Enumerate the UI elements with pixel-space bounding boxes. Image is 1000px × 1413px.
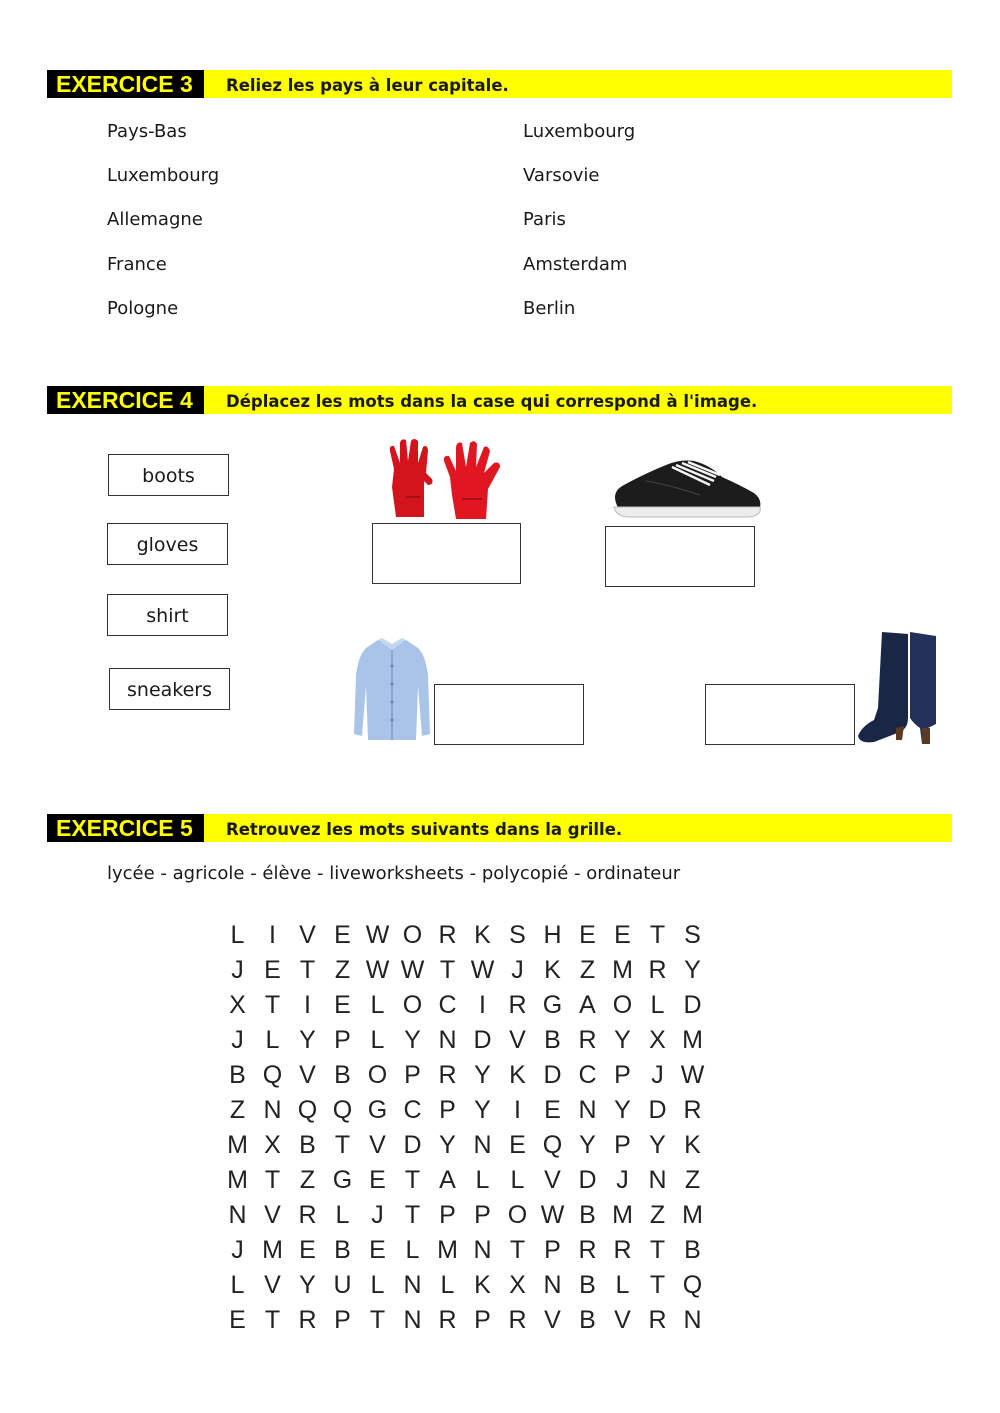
grid-cell[interactable]: K: [544, 956, 561, 984]
country-item[interactable]: Luxembourg: [107, 165, 220, 186]
grid-cell[interactable]: P: [404, 1061, 421, 1089]
grid-cell[interactable]: Y: [684, 956, 701, 984]
grid-cell[interactable]: Y: [649, 1131, 666, 1159]
word-boots[interactable]: boots: [108, 454, 229, 496]
grid-cell[interactable]: P: [439, 1201, 456, 1229]
capital-item[interactable]: Luxembourg: [523, 121, 636, 142]
grid-cell[interactable]: G: [542, 991, 563, 1019]
country-item[interactable]: France: [107, 254, 167, 275]
grid-cell[interactable]: N: [403, 1271, 422, 1299]
grid-cell[interactable]: C: [403, 1096, 422, 1124]
grid-cell[interactable]: P: [334, 1306, 351, 1334]
grid-cell[interactable]: R: [508, 1306, 527, 1334]
grid-cell[interactable]: T: [299, 956, 316, 984]
grid-cell[interactable]: L: [230, 921, 245, 949]
grid-cell[interactable]: K: [684, 1131, 701, 1159]
grid-cell[interactable]: X: [649, 1026, 666, 1054]
grid-cell[interactable]: J: [511, 956, 524, 984]
grid-cell[interactable]: D: [683, 991, 702, 1019]
grid-cell[interactable]: J: [371, 1201, 384, 1229]
grid-cell[interactable]: A: [439, 1166, 456, 1194]
exercise-5-tag: EXERCICE 5: [47, 814, 204, 842]
exercise-4-tag: EXERCICE 4: [47, 386, 204, 414]
grid-cell[interactable]: T: [264, 1306, 281, 1334]
grid-cell[interactable]: O: [367, 1061, 388, 1089]
grid-cell[interactable]: E: [544, 1096, 561, 1124]
capital-item[interactable]: Varsovie: [523, 165, 600, 186]
grid-cell[interactable]: Z: [649, 1201, 666, 1229]
grid-cell[interactable]: O: [612, 991, 633, 1019]
exercise-5-banner: [47, 814, 952, 842]
grid-cell[interactable]: P: [439, 1096, 456, 1124]
grid-cell[interactable]: W: [680, 1061, 705, 1089]
grid-cell[interactable]: K: [474, 1271, 491, 1299]
grid-cell[interactable]: N: [403, 1306, 422, 1334]
grid-cell[interactable]: N: [648, 1166, 667, 1194]
grid-cell[interactable]: B: [299, 1131, 316, 1159]
grid-cell[interactable]: E: [229, 1306, 246, 1334]
grid-cell[interactable]: J: [231, 1236, 244, 1264]
grid-row: [220, 1023, 710, 1058]
drop-box-gloves[interactable]: [372, 523, 521, 584]
grid-cell[interactable]: E: [579, 921, 596, 949]
exercise-3-banner: [47, 70, 952, 98]
grid-cell[interactable]: X: [264, 1131, 281, 1159]
grid-cell[interactable]: E: [334, 991, 351, 1019]
grid-cell[interactable]: L: [370, 1271, 385, 1299]
gloves-picture: [386, 437, 510, 521]
grid-cell[interactable]: W: [365, 956, 390, 984]
country-item[interactable]: Allemagne: [107, 209, 203, 230]
grid-cell[interactable]: M: [682, 1201, 703, 1229]
grid-cell[interactable]: B: [579, 1306, 596, 1334]
grid-cell[interactable]: W: [470, 956, 495, 984]
grid-cell[interactable]: G: [367, 1096, 388, 1124]
grid-cell[interactable]: T: [649, 1271, 666, 1299]
grid-cell[interactable]: L: [475, 1166, 490, 1194]
grid-cell[interactable]: T: [334, 1131, 351, 1159]
grid-cell[interactable]: B: [229, 1061, 246, 1089]
grid-cell[interactable]: T: [369, 1306, 386, 1334]
grid-cell[interactable]: Y: [404, 1026, 421, 1054]
grid-cell[interactable]: V: [299, 921, 316, 949]
grid-cell[interactable]: T: [649, 921, 666, 949]
grid-cell[interactable]: P: [334, 1026, 351, 1054]
grid-cell[interactable]: O: [402, 991, 423, 1019]
exercise-3-instruction: Reliez les pays à leur capitale.: [226, 76, 509, 95]
grid-cell[interactable]: P: [474, 1306, 491, 1334]
grid-cell[interactable]: B: [684, 1236, 701, 1264]
grid-cell[interactable]: E: [264, 956, 281, 984]
grid-cell[interactable]: O: [402, 921, 423, 949]
grid-cell[interactable]: D: [403, 1131, 422, 1159]
grid-cell[interactable]: M: [227, 1166, 248, 1194]
grid-cell[interactable]: E: [334, 921, 351, 949]
grid-cell[interactable]: V: [299, 1061, 316, 1089]
grid-cell[interactable]: Y: [614, 1026, 631, 1054]
grid-cell[interactable]: K: [509, 1061, 526, 1089]
grid-cell[interactable]: Z: [684, 1166, 701, 1194]
grid-cell[interactable]: R: [508, 991, 527, 1019]
grid-cell[interactable]: S: [684, 921, 701, 949]
grid-cell[interactable]: R: [648, 956, 667, 984]
grid-cell[interactable]: M: [227, 1131, 248, 1159]
grid-cell[interactable]: R: [683, 1096, 702, 1124]
grid-cell[interactable]: Z: [579, 956, 596, 984]
grid-row: [220, 1093, 710, 1128]
grid-cell[interactable]: R: [613, 1236, 632, 1264]
grid-cell[interactable]: V: [264, 1201, 281, 1229]
grid-row: [220, 918, 710, 953]
grid-row: [220, 1128, 710, 1163]
grid-cell[interactable]: L: [265, 1026, 280, 1054]
grid-cell[interactable]: Y: [299, 1026, 316, 1054]
exercise-4-instruction: Déplacez les mots dans la case qui correspond à l'image.: [226, 392, 758, 411]
grid-cell[interactable]: J: [231, 1026, 244, 1054]
word-search-list: lycée - agricole - élève - liveworksheets - polycopié - ordinateur: [107, 863, 681, 884]
grid-cell[interactable]: X: [509, 1271, 526, 1299]
grid-cell[interactable]: N: [683, 1306, 702, 1334]
grid-cell[interactable]: P: [614, 1061, 631, 1089]
grid-cell[interactable]: Y: [614, 1096, 631, 1124]
grid-cell[interactable]: I: [479, 991, 486, 1019]
word-shirt[interactable]: shirt: [107, 594, 228, 636]
grid-cell[interactable]: D: [578, 1166, 597, 1194]
grid-cell[interactable]: W: [540, 1201, 565, 1229]
grid-cell[interactable]: J: [616, 1166, 629, 1194]
grid-cell[interactable]: I: [269, 921, 276, 949]
grid-row: [220, 1268, 710, 1303]
sneakers-picture: [610, 455, 766, 521]
grid-cell[interactable]: X: [229, 991, 246, 1019]
grid-cell[interactable]: R: [578, 1026, 597, 1054]
grid-cell[interactable]: R: [438, 1306, 457, 1334]
drop-box-sneakers[interactable]: [605, 526, 755, 587]
grid-cell[interactable]: C: [438, 991, 457, 1019]
drop-box-boots[interactable]: [705, 684, 855, 745]
grid-cell[interactable]: L: [370, 991, 385, 1019]
grid-cell[interactable]: P: [614, 1131, 631, 1159]
grid-cell[interactable]: V: [509, 1026, 526, 1054]
grid-cell[interactable]: M: [612, 1201, 633, 1229]
grid-cell[interactable]: J: [231, 956, 244, 984]
word-search-grid[interactable]: [220, 918, 710, 1338]
grid-cell[interactable]: H: [543, 921, 562, 949]
grid-cell[interactable]: W: [400, 956, 425, 984]
grid-cell[interactable]: M: [437, 1236, 458, 1264]
grid-cell[interactable]: P: [544, 1236, 561, 1264]
grid-cell[interactable]: L: [615, 1271, 630, 1299]
grid-cell[interactable]: C: [578, 1061, 597, 1089]
grid-cell[interactable]: Y: [474, 1096, 491, 1124]
grid-cell[interactable]: N: [578, 1096, 597, 1124]
grid-row: [220, 953, 710, 988]
grid-cell[interactable]: B: [579, 1201, 596, 1229]
grid-cell[interactable]: R: [438, 921, 457, 949]
grid-cell[interactable]: Q: [542, 1131, 563, 1159]
grid-cell[interactable]: A: [579, 991, 596, 1019]
grid-cell[interactable]: P: [474, 1201, 491, 1229]
capital-item[interactable]: Berlin: [523, 298, 576, 319]
grid-cell[interactable]: B: [334, 1061, 351, 1089]
grid-cell[interactable]: Y: [439, 1131, 456, 1159]
grid-cell[interactable]: V: [544, 1306, 561, 1334]
shirt-picture: [352, 636, 432, 744]
capital-item[interactable]: Paris: [523, 209, 566, 230]
grid-cell[interactable]: T: [439, 956, 456, 984]
drop-box-shirt[interactable]: [434, 684, 584, 745]
grid-cell[interactable]: L: [650, 991, 665, 1019]
grid-cell[interactable]: I: [304, 991, 311, 1019]
grid-cell[interactable]: Q: [297, 1096, 318, 1124]
grid-cell[interactable]: T: [509, 1236, 526, 1264]
grid-cell[interactable]: E: [369, 1236, 386, 1264]
grid-cell[interactable]: Y: [579, 1131, 596, 1159]
grid-cell[interactable]: R: [438, 1061, 457, 1089]
grid-cell[interactable]: N: [543, 1271, 562, 1299]
grid-cell[interactable]: Z: [334, 956, 351, 984]
grid-cell[interactable]: K: [474, 921, 491, 949]
grid-cell[interactable]: N: [228, 1201, 247, 1229]
grid-cell[interactable]: B: [544, 1026, 561, 1054]
grid-cell[interactable]: V: [369, 1131, 386, 1159]
grid-cell[interactable]: Z: [229, 1096, 246, 1124]
grid-cell[interactable]: Q: [682, 1271, 703, 1299]
grid-cell[interactable]: T: [264, 1166, 281, 1194]
grid-cell[interactable]: I: [514, 1096, 521, 1124]
grid-cell[interactable]: E: [369, 1166, 386, 1194]
grid-cell[interactable]: V: [614, 1306, 631, 1334]
grid-cell[interactable]: R: [298, 1201, 317, 1229]
grid-cell[interactable]: L: [335, 1201, 350, 1229]
exercise-3-tag: EXERCICE 3: [47, 70, 204, 98]
grid-cell[interactable]: Q: [262, 1061, 283, 1089]
grid-cell[interactable]: N: [263, 1096, 282, 1124]
grid-cell[interactable]: N: [473, 1236, 492, 1264]
grid-cell[interactable]: N: [473, 1131, 492, 1159]
grid-cell[interactable]: S: [509, 921, 526, 949]
grid-cell[interactable]: J: [651, 1061, 664, 1089]
grid-cell[interactable]: L: [370, 1026, 385, 1054]
grid-cell[interactable]: M: [612, 956, 633, 984]
grid-row: [220, 1058, 710, 1093]
grid-row: [220, 1303, 710, 1338]
grid-cell[interactable]: E: [614, 921, 631, 949]
exercise-5-instruction: Retrouvez les mots suivants dans la grille.: [226, 820, 623, 839]
grid-row: [220, 1163, 710, 1198]
grid-cell[interactable]: B: [334, 1236, 351, 1264]
grid-cell[interactable]: Y: [299, 1271, 316, 1299]
grid-cell[interactable]: G: [332, 1166, 353, 1194]
country-item[interactable]: Pologne: [107, 298, 179, 319]
grid-cell[interactable]: Z: [299, 1166, 316, 1194]
grid-cell[interactable]: T: [404, 1166, 421, 1194]
grid-cell[interactable]: D: [543, 1061, 562, 1089]
grid-cell[interactable]: R: [298, 1306, 317, 1334]
grid-cell[interactable]: L: [510, 1166, 525, 1194]
grid-cell[interactable]: U: [333, 1271, 352, 1299]
grid-cell[interactable]: Y: [474, 1061, 491, 1089]
grid-cell[interactable]: V: [264, 1271, 281, 1299]
grid-cell[interactable]: L: [230, 1271, 245, 1299]
capital-item[interactable]: Amsterdam: [523, 254, 628, 275]
grid-cell[interactable]: T: [264, 991, 281, 1019]
boots-picture: [852, 628, 944, 746]
grid-cell[interactable]: R: [578, 1236, 597, 1264]
grid-cell[interactable]: R: [648, 1306, 667, 1334]
grid-cell[interactable]: T: [404, 1201, 421, 1229]
grid-cell[interactable]: M: [682, 1026, 703, 1054]
grid-cell[interactable]: O: [507, 1201, 528, 1229]
grid-cell[interactable]: E: [299, 1236, 316, 1264]
grid-cell[interactable]: Q: [332, 1096, 353, 1124]
grid-cell[interactable]: L: [405, 1236, 420, 1264]
grid-cell[interactable]: T: [649, 1236, 666, 1264]
word-gloves[interactable]: gloves: [107, 523, 228, 565]
grid-cell[interactable]: D: [473, 1026, 492, 1054]
grid-cell[interactable]: E: [509, 1131, 526, 1159]
grid-cell[interactable]: V: [544, 1166, 561, 1194]
grid-cell[interactable]: B: [579, 1271, 596, 1299]
grid-cell[interactable]: N: [438, 1026, 457, 1054]
grid-row: [220, 988, 710, 1023]
word-sneakers[interactable]: sneakers: [109, 668, 230, 710]
grid-cell[interactable]: D: [648, 1096, 667, 1124]
country-item[interactable]: Pays-Bas: [107, 121, 187, 142]
grid-cell[interactable]: L: [440, 1271, 455, 1299]
grid-row: [220, 1233, 710, 1268]
exercise-4-banner: [47, 386, 952, 414]
grid-cell[interactable]: W: [365, 921, 390, 949]
grid-row: [220, 1198, 710, 1233]
grid-cell[interactable]: M: [262, 1236, 283, 1264]
